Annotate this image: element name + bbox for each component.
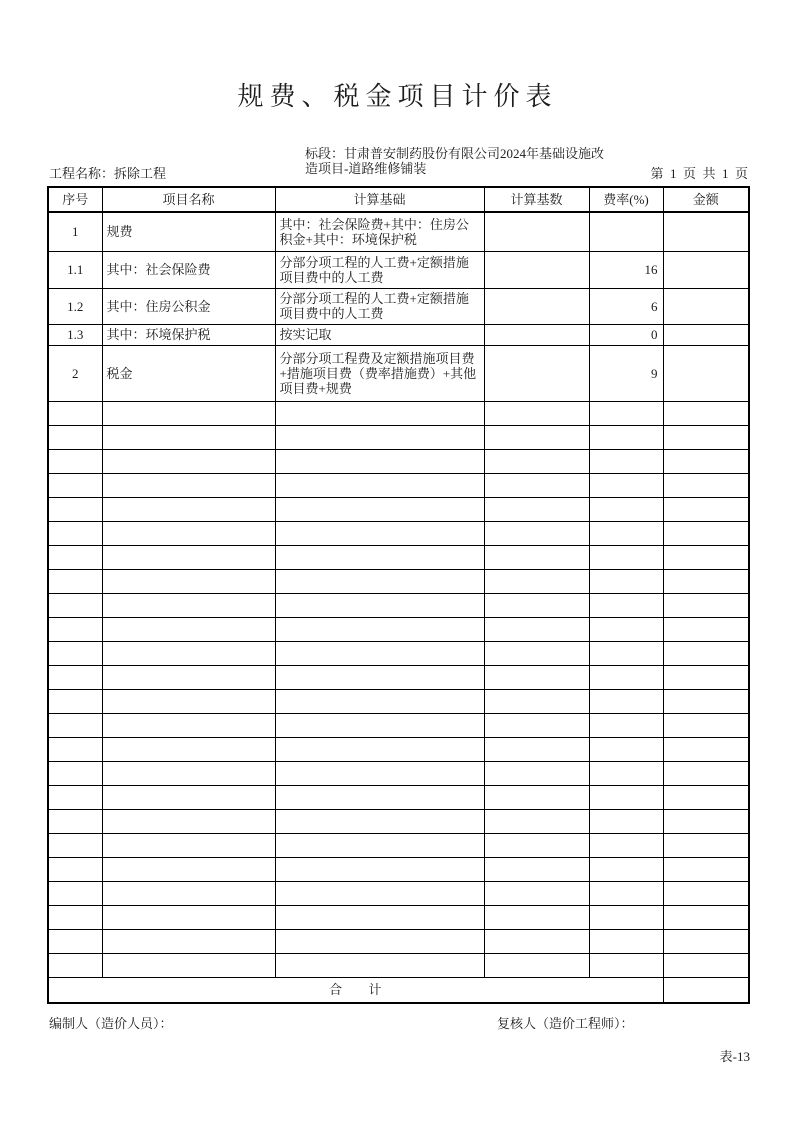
cell-calc-basis [275, 713, 484, 737]
cell-calc-basis [275, 953, 484, 977]
cell-rate: 16 [589, 251, 663, 288]
cell-item-name [102, 497, 275, 521]
cell-item-name [102, 785, 275, 809]
cell-amount [663, 593, 749, 617]
cell-calc-base [484, 761, 589, 785]
table-row [48, 212, 749, 251]
cell-calc-base [484, 929, 589, 953]
cell-calc-basis [275, 497, 484, 521]
cell-calc-base [484, 665, 589, 689]
cell-item-name [102, 953, 275, 977]
cell-amount [663, 324, 749, 345]
cell-rate [589, 473, 663, 497]
cell-seq [48, 833, 102, 857]
cell-amount [663, 713, 749, 737]
cell-calc-basis [275, 761, 484, 785]
cell-calc-base [484, 593, 589, 617]
cell-seq [48, 761, 102, 785]
cell-amount [663, 497, 749, 521]
cell-calc-basis [275, 545, 484, 569]
empty-table-row [48, 449, 749, 473]
cell-calc-base [484, 324, 589, 345]
cell-item-name [102, 425, 275, 449]
cell-calc-base [484, 641, 589, 665]
fee-tax-table [47, 186, 750, 1004]
cell-calc-basis [275, 449, 484, 473]
cell-rate [589, 401, 663, 425]
empty-table-row [48, 593, 749, 617]
cell-rate [589, 881, 663, 905]
cell-amount [663, 521, 749, 545]
cell-amount [663, 569, 749, 593]
empty-table-row [48, 953, 749, 977]
cell-seq: 1 [48, 212, 102, 251]
col-header-seq: 序号 [48, 187, 102, 212]
cell-calc-base [484, 449, 589, 473]
cell-rate [589, 212, 663, 251]
cell-rate [589, 689, 663, 713]
cell-seq [48, 401, 102, 425]
cell-amount [663, 857, 749, 881]
cell-amount [663, 641, 749, 665]
empty-table-row [48, 833, 749, 857]
cell-item-name [102, 521, 275, 545]
cell-rate [589, 737, 663, 761]
cell-item-name [102, 737, 275, 761]
table-meta [47, 144, 748, 182]
col-header-amount: 金额 [663, 187, 749, 212]
cell-seq [48, 785, 102, 809]
cell-seq [48, 473, 102, 497]
cell-seq [48, 497, 102, 521]
cell-seq [48, 689, 102, 713]
cell-calc-base [484, 905, 589, 929]
cell-seq: 1.1 [48, 251, 102, 288]
cell-amount [663, 809, 749, 833]
cell-amount [663, 617, 749, 641]
cell-calc-base [484, 857, 589, 881]
empty-table-row [48, 905, 749, 929]
cell-amount [663, 345, 749, 401]
cell-item-name [102, 617, 275, 641]
cell-item-name [102, 545, 275, 569]
cell-calc-basis: 分部分项工程的人工费+定额措施项目费中的人工费 [275, 288, 484, 324]
cell-calc-base [484, 737, 589, 761]
table-row [48, 251, 749, 288]
col-header-name: 项目名称 [102, 187, 275, 212]
cell-calc-base [484, 288, 589, 324]
cell-amount [663, 881, 749, 905]
cell-calc-basis [275, 425, 484, 449]
empty-table-row [48, 569, 749, 593]
cell-item-name [102, 641, 275, 665]
cell-rate [589, 713, 663, 737]
cell-calc-basis [275, 617, 484, 641]
col-header-base: 计算基数 [484, 187, 589, 212]
cell-calc-basis [275, 473, 484, 497]
cell-seq [48, 857, 102, 881]
cell-seq [48, 713, 102, 737]
cell-seq: 2 [48, 345, 102, 401]
cell-calc-basis: 分部分项工程的人工费+定额措施项目费中的人工费 [275, 251, 484, 288]
cell-amount [663, 212, 749, 251]
empty-table-row [48, 497, 749, 521]
cell-rate [589, 761, 663, 785]
empty-table-row [48, 545, 749, 569]
cell-item-name [102, 929, 275, 953]
preparer-label: 编制人（造价人员）： [49, 1016, 173, 1031]
cell-amount [663, 833, 749, 857]
empty-table-row [48, 929, 749, 953]
cell-rate [589, 497, 663, 521]
col-header-rate: 费率(%) [589, 187, 663, 212]
cell-calc-base [484, 785, 589, 809]
cell-calc-basis [275, 521, 484, 545]
empty-table-row [48, 737, 749, 761]
cell-amount [663, 401, 749, 425]
cell-item-name: 其中：环境保护税 [102, 324, 275, 345]
cell-amount [663, 689, 749, 713]
table-header [48, 187, 749, 212]
cell-item-name [102, 689, 275, 713]
cell-item-name [102, 473, 275, 497]
cell-rate [589, 833, 663, 857]
cell-rate [589, 569, 663, 593]
cell-item-name [102, 665, 275, 689]
table-row [48, 345, 749, 401]
cell-rate [589, 641, 663, 665]
cell-calc-basis [275, 785, 484, 809]
cell-calc-base [484, 809, 589, 833]
empty-table-row [48, 641, 749, 665]
cell-seq [48, 521, 102, 545]
cell-rate [589, 425, 663, 449]
reviewer-label: 复核人（造价工程师）： [497, 1016, 634, 1031]
cell-calc-base [484, 545, 589, 569]
cell-rate [589, 593, 663, 617]
cell-seq [48, 425, 102, 449]
cell-calc-basis: 按实记取 [275, 324, 484, 345]
page-title: 规费、税金项目计价表 [237, 82, 558, 111]
cell-calc-base [484, 617, 589, 641]
cell-calc-basis [275, 809, 484, 833]
empty-table-row [48, 785, 749, 809]
empty-table-row [48, 401, 749, 425]
cell-rate: 6 [589, 288, 663, 324]
cell-calc-base [484, 953, 589, 977]
page-indicator: 第 1 页 共 1 页 [650, 166, 748, 181]
cell-rate [589, 545, 663, 569]
cell-calc-base [484, 212, 589, 251]
cell-amount [663, 953, 749, 977]
cell-item-name [102, 881, 275, 905]
cell-rate: 9 [589, 345, 663, 401]
cell-rate [589, 665, 663, 689]
cell-seq [48, 737, 102, 761]
empty-table-row [48, 761, 749, 785]
cell-item-name [102, 449, 275, 473]
cell-calc-basis [275, 905, 484, 929]
cell-amount [663, 288, 749, 324]
empty-table-row [48, 473, 749, 497]
total-row [48, 977, 749, 1003]
cell-seq [48, 905, 102, 929]
empty-table-row [48, 689, 749, 713]
cell-calc-basis [275, 569, 484, 593]
cell-item-name [102, 905, 275, 929]
empty-table-row [48, 521, 749, 545]
table-footer [48, 977, 749, 1003]
table-row [48, 324, 749, 345]
cell-calc-base [484, 425, 589, 449]
cell-calc-base [484, 473, 589, 497]
cell-calc-base [484, 497, 589, 521]
cell-calc-basis: 分部分项工程费及定额措施项目费+措施项目费（费率措施费）+其他项目费+规费 [275, 345, 484, 401]
cell-rate [589, 857, 663, 881]
signature-line [47, 1013, 748, 1031]
cell-amount [663, 905, 749, 929]
cell-rate [589, 929, 663, 953]
header-row [48, 187, 749, 212]
section-name: 标段：甘肃普安制药股份有限公司2024年基础设施改造项目-道路维修铺装 [305, 146, 605, 176]
cell-amount [663, 473, 749, 497]
cell-amount [663, 737, 749, 761]
cell-item-name [102, 857, 275, 881]
project-name: 工程名称：拆除工程 [49, 166, 167, 181]
cell-calc-base [484, 881, 589, 905]
cell-item-name [102, 569, 275, 593]
empty-table-row [48, 665, 749, 689]
cell-item-name [102, 809, 275, 833]
cell-calc-base [484, 401, 589, 425]
empty-table-row [48, 617, 749, 641]
cell-amount [663, 425, 749, 449]
cell-item-name: 规费 [102, 212, 275, 251]
cell-calc-base [484, 833, 589, 857]
cell-rate [589, 617, 663, 641]
form-code: 表-13 [719, 1049, 750, 1064]
cell-calc-base [484, 713, 589, 737]
cell-amount [663, 929, 749, 953]
cell-item-name [102, 833, 275, 857]
cell-calc-base [484, 251, 589, 288]
col-header-basis: 计算基础 [275, 187, 484, 212]
empty-table-row [48, 857, 749, 881]
cell-seq [48, 569, 102, 593]
cell-calc-basis [275, 737, 484, 761]
cell-amount [663, 545, 749, 569]
cell-seq [48, 641, 102, 665]
total-label: 合 计 [48, 977, 663, 1003]
cell-item-name [102, 593, 275, 617]
cell-seq [48, 545, 102, 569]
cell-item-name [102, 713, 275, 737]
cell-seq [48, 593, 102, 617]
empty-table-row [48, 809, 749, 833]
empty-table-row [48, 881, 749, 905]
cell-rate [589, 953, 663, 977]
empty-table-row [48, 425, 749, 449]
cell-seq: 1.2 [48, 288, 102, 324]
cell-rate: 0 [589, 324, 663, 345]
cell-calc-basis [275, 857, 484, 881]
fee-table-body [48, 212, 749, 977]
cell-calc-basis [275, 833, 484, 857]
cell-calc-basis: 其中：社会保险费+其中：住房公积金+其中：环境保护税 [275, 212, 484, 251]
table-row [48, 288, 749, 324]
cell-seq [48, 929, 102, 953]
cell-seq [48, 665, 102, 689]
cell-calc-basis [275, 641, 484, 665]
cell-seq [48, 881, 102, 905]
total-amount [663, 977, 749, 1003]
empty-table-row [48, 713, 749, 737]
cell-amount [663, 761, 749, 785]
cell-amount [663, 251, 749, 288]
cell-calc-basis [275, 593, 484, 617]
cell-amount [663, 785, 749, 809]
cell-calc-base [484, 689, 589, 713]
cell-item-name: 其中：住房公积金 [102, 288, 275, 324]
cell-seq [48, 617, 102, 641]
cell-rate [589, 905, 663, 929]
cell-calc-basis [275, 401, 484, 425]
cell-calc-basis [275, 929, 484, 953]
cell-item-name: 税金 [102, 345, 275, 401]
cell-item-name [102, 401, 275, 425]
cell-seq [48, 953, 102, 977]
cell-seq [48, 449, 102, 473]
cell-calc-base [484, 569, 589, 593]
cell-rate [589, 785, 663, 809]
cell-seq [48, 809, 102, 833]
cell-calc-base [484, 345, 589, 401]
cell-seq: 1.3 [48, 324, 102, 345]
cell-rate [589, 521, 663, 545]
cell-rate [589, 449, 663, 473]
cell-amount [663, 449, 749, 473]
cell-calc-basis [275, 689, 484, 713]
cell-amount [663, 665, 749, 689]
cell-rate [589, 809, 663, 833]
cell-item-name [102, 761, 275, 785]
cell-calc-basis [275, 881, 484, 905]
cell-item-name: 其中：社会保险费 [102, 251, 275, 288]
cell-calc-basis [275, 665, 484, 689]
cell-calc-base [484, 521, 589, 545]
